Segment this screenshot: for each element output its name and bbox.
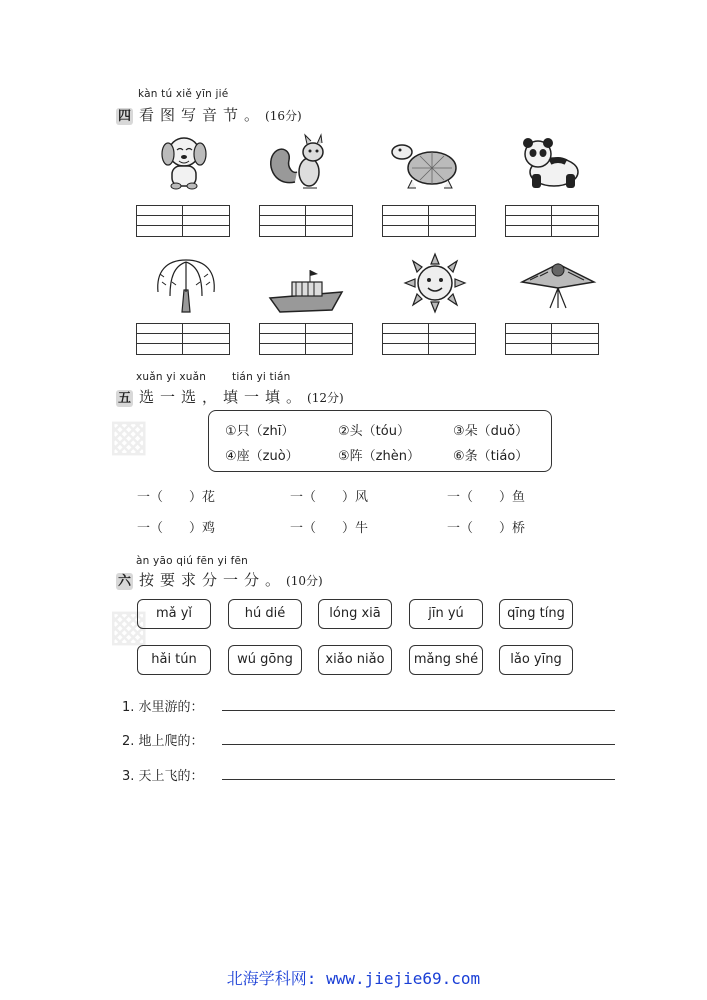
watermark-ghost-1: ▩ bbox=[108, 410, 150, 461]
pinyin-writing-grid[interactable] bbox=[259, 205, 353, 237]
boat-icon bbox=[266, 264, 346, 326]
animal-pinyin-card[interactable]: hǎi tún bbox=[137, 645, 211, 675]
question-label: 3. 天上飞的： bbox=[122, 769, 204, 784]
section6-title: 按要求分一分。 bbox=[139, 571, 287, 589]
option-item: ④座（zuò） bbox=[225, 449, 299, 464]
fill-blank-item[interactable]: 一（ ）花 bbox=[137, 490, 216, 505]
squirrel-icon bbox=[263, 132, 343, 194]
sun-icon bbox=[395, 252, 475, 314]
pinyin-writing-grid[interactable] bbox=[505, 323, 599, 355]
watermark-ghost-2: ▩ bbox=[108, 600, 150, 651]
section5-title: 选一选，填一填。 bbox=[139, 388, 308, 406]
willow-tree-icon bbox=[146, 252, 226, 314]
puppy-icon bbox=[144, 130, 224, 192]
fill-blank-item[interactable]: 一（ ）风 bbox=[290, 490, 369, 505]
animal-pinyin-card[interactable]: hú dié bbox=[228, 599, 302, 629]
kite-icon bbox=[518, 256, 598, 318]
answer-line[interactable] bbox=[222, 779, 615, 780]
animal-pinyin-card[interactable]: qīng tíng bbox=[499, 599, 573, 629]
section4-score: (16分) bbox=[265, 109, 302, 123]
animal-pinyin-card[interactable]: mǎ yǐ bbox=[137, 599, 211, 629]
pinyin-writing-grid[interactable] bbox=[136, 205, 230, 237]
fill-blank-item[interactable]: 一（ ）桥 bbox=[447, 521, 526, 536]
option-item: ①只（zhī） bbox=[225, 424, 295, 439]
option-item: ⑤阵（zhèn） bbox=[338, 449, 420, 464]
option-item: ③朵（duǒ） bbox=[453, 424, 529, 439]
question-label: 2. 地上爬的： bbox=[122, 734, 204, 749]
animal-pinyin-card[interactable]: lóng xiā bbox=[318, 599, 392, 629]
fill-blank-item[interactable]: 一（ ）鸡 bbox=[137, 521, 216, 536]
animal-pinyin-card[interactable]: wú gōng bbox=[228, 645, 302, 675]
turtle-icon bbox=[388, 134, 468, 196]
pinyin-writing-grid[interactable] bbox=[505, 205, 599, 237]
panda-icon bbox=[510, 132, 590, 194]
footer-site-link[interactable]: 北海学科网: www.jiejie69.com bbox=[226, 969, 481, 988]
section4-pinyin: kàn tú xiě yīn jié bbox=[138, 88, 229, 100]
section5-pinyin-a: xuǎn yi xuǎn bbox=[136, 371, 207, 383]
animal-pinyin-card[interactable]: xiǎo niǎo bbox=[318, 645, 392, 675]
section5-pinyin-b: tián yi tián bbox=[232, 371, 291, 383]
option-item: ⑥条（tiáo） bbox=[453, 449, 529, 464]
option-item: ②头（tóu） bbox=[338, 424, 410, 439]
section5-heading bbox=[116, 386, 344, 407]
section6-pinyin: àn yāo qiú fēn yi fēn bbox=[136, 555, 249, 567]
answer-line[interactable] bbox=[222, 710, 615, 711]
fill-blank-item[interactable]: 一（ ）牛 bbox=[290, 521, 369, 536]
section5-score: (12分) bbox=[307, 391, 344, 405]
section6-score: (10分) bbox=[286, 574, 323, 588]
answer-line[interactable] bbox=[222, 744, 615, 745]
section6-heading bbox=[116, 569, 323, 590]
animal-pinyin-card[interactable]: lǎo yīng bbox=[499, 645, 573, 675]
animal-pinyin-card[interactable]: jīn yú bbox=[409, 599, 483, 629]
section4-number: 四 bbox=[117, 109, 131, 124]
animal-pinyin-card[interactable]: mǎng shé bbox=[409, 645, 483, 675]
question-label: 1. 水里游的： bbox=[122, 700, 204, 715]
pinyin-writing-grid[interactable] bbox=[382, 205, 476, 237]
pinyin-writing-grid[interactable] bbox=[382, 323, 476, 355]
fill-blank-item[interactable]: 一（ ）鱼 bbox=[447, 490, 526, 505]
pinyin-writing-grid[interactable] bbox=[136, 323, 230, 355]
pinyin-writing-grid[interactable] bbox=[259, 323, 353, 355]
section5-number: 五 bbox=[117, 391, 131, 406]
section4-title: 看图写音节。 bbox=[139, 106, 266, 124]
section4-heading bbox=[116, 104, 302, 125]
section6-number: 六 bbox=[117, 574, 131, 589]
